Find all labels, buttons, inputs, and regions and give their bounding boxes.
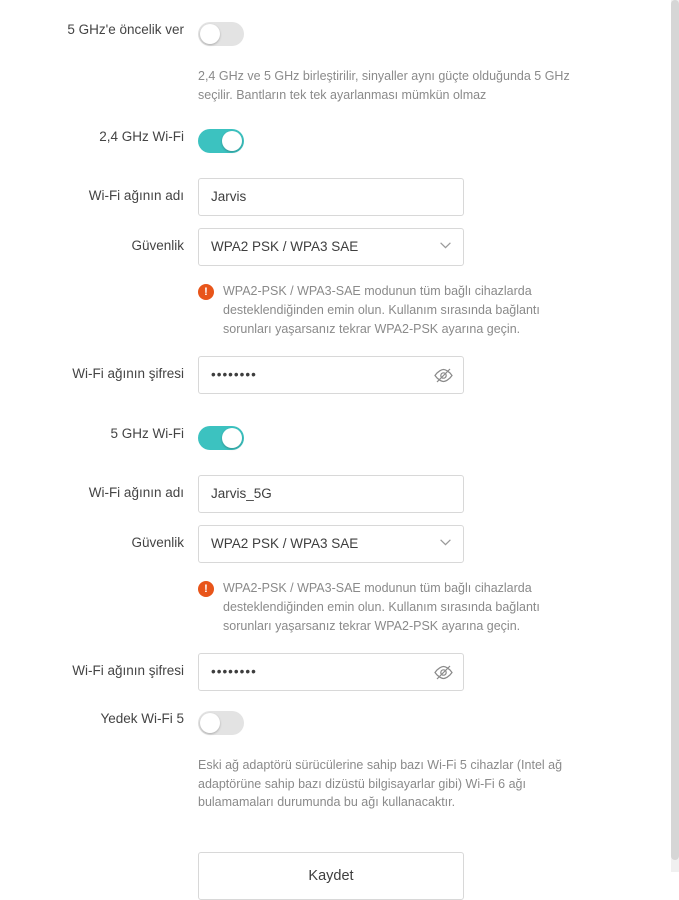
row-wifi-5-ssid	[0, 475, 679, 513]
backup-wifi5-field	[198, 711, 468, 740]
wifi-24-security-field	[198, 228, 468, 266]
wifi-5-warning-text: WPA2-PSK / WPA3-SAE modunun tüm bağlı cihazlarda desteklendiğinden emin olun. Kullanım sırasında bağlantı sorunları yaşarsanız tekrar WPA2-PSK ayarına geçin.	[223, 580, 540, 634]
wifi-24-warning-row	[0, 282, 679, 340]
wifi-5-ssid-label: Wi-Fi ağının adı	[88, 484, 184, 500]
wifi-24-password-field	[198, 356, 468, 394]
toggle-knob	[200, 24, 220, 44]
wifi-24-warning	[198, 282, 576, 340]
backup-wifi5-label: Yedek Wi-Fi 5	[100, 710, 184, 726]
backup-wifi5-note-row	[0, 756, 679, 812]
row-wifi-24-password	[0, 356, 679, 394]
wifi-5-field	[198, 426, 468, 455]
wifi-24-password-label: Wi-Fi ağının şifresi	[72, 365, 184, 381]
wifi-5-password-label: Wi-Fi ağının şifresi	[72, 662, 184, 678]
row-wifi-24-ssid	[0, 178, 679, 216]
prioritize-5ghz-field	[198, 22, 468, 51]
warning-icon: !	[198, 284, 214, 300]
wifi-5-security-select[interactable]	[198, 525, 464, 563]
scrollbar-track[interactable]	[671, 0, 679, 872]
wifi-24-field	[198, 129, 468, 158]
wifi-5-security-field	[198, 525, 468, 563]
wifi-5-warning-row	[0, 579, 679, 637]
wifi-24-password-wrap	[198, 356, 464, 394]
scrollbar-thumb[interactable]	[671, 0, 679, 860]
row-prioritize-5ghz	[0, 22, 679, 51]
wifi-24-security-select[interactable]	[198, 228, 464, 266]
wifi-24-ssid-label: Wi-Fi ağının adı	[88, 187, 184, 203]
wifi-5-password-wrap	[198, 653, 464, 691]
row-wifi-24-security	[0, 228, 679, 266]
wifi-5-ssid-input[interactable]	[198, 475, 464, 513]
wifi-5-label: 5 GHz Wi-Fi	[110, 425, 184, 441]
wifi-24-security-value[interactable]: WPA2 PSK / WPA3 SAE	[198, 228, 464, 266]
prioritize-5ghz-note: 2,4 GHz ve 5 GHz birleştirilir, sinyaller aynı güçte olduğunda 5 GHz seçilir. Bantların tek tek ayarlanması mümkün olmaz	[198, 69, 570, 102]
backup-wifi5-toggle[interactable]	[198, 711, 244, 735]
backup-wifi5-note: Eski ağ adaptörü sürücülerine sahip bazı Wi-Fi 5 cihazlar (Intel ağ adaptörüne sahip bazı dizüstü bilgisayarlar gibi) Wi-Fi 6 ağı bulamamaları durumunda bu ağı kullanacaktır.	[198, 757, 563, 810]
wifi-24-ssid-field	[198, 178, 468, 216]
toggle-password-visibility-icon[interactable]	[433, 662, 454, 683]
wifi-5-security-label: Güvenlik	[131, 534, 184, 550]
wifi-5-password-field	[198, 653, 468, 691]
prioritize-5ghz-toggle[interactable]	[198, 22, 244, 46]
row-wifi-5-security	[0, 525, 679, 563]
row-save	[0, 852, 679, 900]
save-button[interactable]: Kaydet	[198, 852, 464, 900]
toggle-knob	[200, 713, 220, 733]
wifi-24-security-label: Güvenlik	[131, 237, 184, 253]
save-field	[198, 852, 468, 900]
wifi-5-security-value[interactable]: WPA2 PSK / WPA3 SAE	[198, 525, 464, 563]
warning-icon: !	[198, 581, 214, 597]
prioritize-5ghz-note-row	[0, 67, 679, 105]
row-wifi-24-toggle	[0, 129, 679, 158]
wifi-24-label: 2,4 GHz Wi-Fi	[99, 128, 184, 144]
prioritize-5ghz-label: 5 GHz'e öncelik ver	[67, 22, 184, 37]
toggle-password-visibility-icon[interactable]	[433, 365, 454, 386]
row-wifi-5-toggle	[0, 426, 679, 455]
wifi-5-warning	[198, 579, 576, 637]
row-wifi-5-password	[0, 653, 679, 691]
wifi-24-warning-text: WPA2-PSK / WPA3-SAE modunun tüm bağlı cihazlarda desteklendiğinden emin olun. Kullanım sırasında bağlantı sorunları yaşarsanız tekrar WPA2-PSK ayarına geçin.	[223, 283, 540, 337]
wifi-5-toggle[interactable]	[198, 426, 244, 450]
toggle-knob	[222, 428, 242, 448]
row-backup-wifi5	[0, 711, 679, 740]
wifi-24-ssid-input[interactable]	[198, 178, 464, 216]
wifi-5-password-input[interactable]	[198, 653, 464, 691]
wifi-24-password-input[interactable]	[198, 356, 464, 394]
wifi-24-toggle[interactable]	[198, 129, 244, 153]
wifi-5-ssid-field	[198, 475, 468, 513]
toggle-knob	[222, 131, 242, 151]
